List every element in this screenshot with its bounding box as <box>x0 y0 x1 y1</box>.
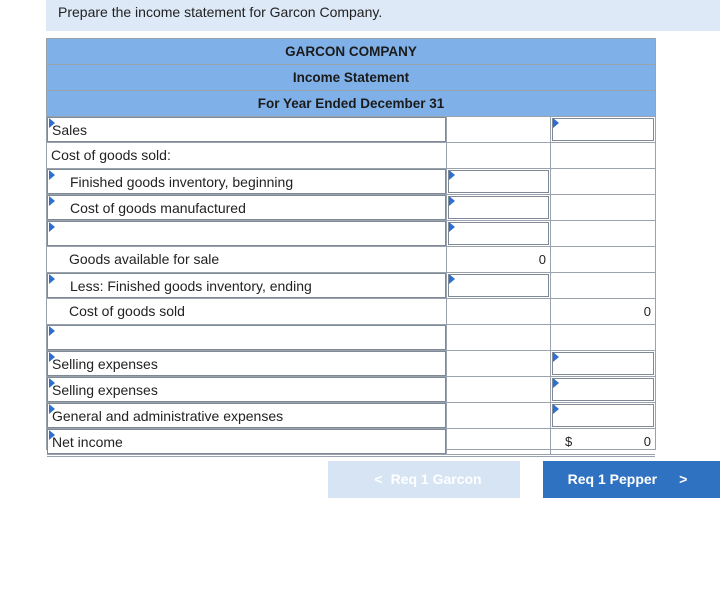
amount-cell <box>447 143 550 168</box>
selling-expenses-2-amount-input[interactable] <box>552 378 654 401</box>
row-label: Cost of goods sold <box>69 303 185 319</box>
table-row <box>47 169 655 195</box>
ga-expenses-amount-input[interactable] <box>552 404 654 427</box>
amount-cell <box>447 325 550 350</box>
row-label: Sales <box>52 122 88 138</box>
dropdown-marker-icon <box>49 222 55 232</box>
next-req-button[interactable] <box>543 461 720 498</box>
table-row <box>47 325 655 351</box>
currency-symbol: $ <box>565 434 573 449</box>
account-select-sales[interactable] <box>47 117 446 142</box>
statement-title: Income Statement <box>47 65 655 91</box>
account-select-cogm[interactable] <box>47 195 446 220</box>
selling-expenses-amount-input[interactable] <box>552 352 654 375</box>
row-label: Selling expenses <box>52 356 158 372</box>
amount-cell <box>551 325 655 350</box>
row-label: Selling expenses <box>52 382 158 398</box>
table-row <box>47 143 655 169</box>
dropdown-marker-icon <box>49 118 55 128</box>
amount-cell <box>447 403 550 428</box>
dropdown-marker-icon <box>49 378 55 388</box>
table-row <box>47 221 655 247</box>
dropdown-marker-icon <box>49 170 55 180</box>
table-row <box>47 273 655 299</box>
dropdown-marker-icon <box>49 352 55 362</box>
prev-req-button[interactable] <box>328 461 520 498</box>
blank-amount-input[interactable] <box>448 222 549 245</box>
instruction-bar <box>46 0 720 31</box>
row-label: General and administrative expenses <box>52 408 284 424</box>
next-req-label: Req 1 Pepper <box>567 471 658 487</box>
dropdown-marker-icon <box>49 274 55 284</box>
account-select-blank-2[interactable] <box>47 325 446 350</box>
account-select-ga[interactable] <box>47 403 446 428</box>
statement-period: For Year Ended December 31 <box>47 91 655 117</box>
row-label: Net income <box>52 434 123 450</box>
row-label: Cost of goods sold: <box>51 147 171 163</box>
row-label: Goods available for sale <box>69 251 220 267</box>
amount-cell <box>447 299 550 324</box>
table-row <box>47 117 655 143</box>
table-row <box>47 429 655 457</box>
row-label: Less: Finished goods inventory, ending <box>70 278 312 294</box>
amount-cell <box>447 351 550 376</box>
amount-cell <box>551 143 655 168</box>
label-cell <box>47 299 446 324</box>
account-select-selling-1[interactable] <box>47 351 446 376</box>
prev-req-label: Req 1 Garcon <box>390 471 482 487</box>
table-row <box>47 403 655 429</box>
input-marker-icon <box>449 274 455 284</box>
amount-cell <box>551 169 655 194</box>
amount-cell <box>447 377 550 402</box>
company-name: GARCON COMPANY <box>47 39 655 65</box>
input-marker-icon <box>449 196 455 206</box>
input-marker-icon <box>449 222 455 232</box>
income-statement-table <box>46 38 656 450</box>
input-marker-icon <box>553 352 559 362</box>
input-marker-icon <box>553 378 559 388</box>
input-marker-icon <box>553 404 559 414</box>
table-row <box>47 377 655 403</box>
chevron-right-icon: > <box>679 471 688 487</box>
row-label: Finished goods inventory, beginning <box>70 174 294 190</box>
account-select-fg-ending[interactable] <box>47 273 446 298</box>
dropdown-marker-icon <box>49 326 55 336</box>
fg-beginning-amount-input[interactable] <box>448 170 549 193</box>
sales-amount-input[interactable] <box>552 118 654 141</box>
cogs-amount: 0 <box>643 304 651 319</box>
net-income-value: 0 <box>643 434 651 449</box>
table-row <box>47 351 655 377</box>
instruction-text: Prepare the income statement for Garcon Company. <box>58 4 383 20</box>
input-marker-icon <box>553 118 559 128</box>
amount-cell <box>551 247 655 272</box>
section-label-cell <box>47 143 446 168</box>
dropdown-marker-icon <box>49 196 55 206</box>
amount-cell <box>551 195 655 220</box>
label-cell <box>47 247 446 272</box>
fg-ending-amount-input[interactable] <box>448 274 549 297</box>
table-row <box>47 299 655 325</box>
dropdown-marker-icon <box>49 404 55 414</box>
net-income-amount <box>551 429 655 454</box>
amount-cell <box>447 429 550 454</box>
input-marker-icon <box>449 170 455 180</box>
table-row <box>47 247 655 273</box>
chevron-left-icon: < <box>374 471 383 487</box>
amount-cell <box>447 117 550 142</box>
table-row <box>47 195 655 221</box>
account-select-blank-1[interactable] <box>47 221 446 246</box>
dropdown-marker-icon <box>49 430 55 440</box>
cogm-amount-input[interactable] <box>448 196 549 219</box>
amount-cell <box>551 221 655 246</box>
amount-cell <box>551 273 655 298</box>
account-select-net-income[interactable] <box>47 429 446 454</box>
row-label: Cost of goods manufactured <box>70 200 246 216</box>
goods-available-amount: 0 <box>538 252 546 267</box>
account-select-fg-beginning[interactable] <box>47 169 446 194</box>
account-select-selling-2[interactable] <box>47 377 446 402</box>
